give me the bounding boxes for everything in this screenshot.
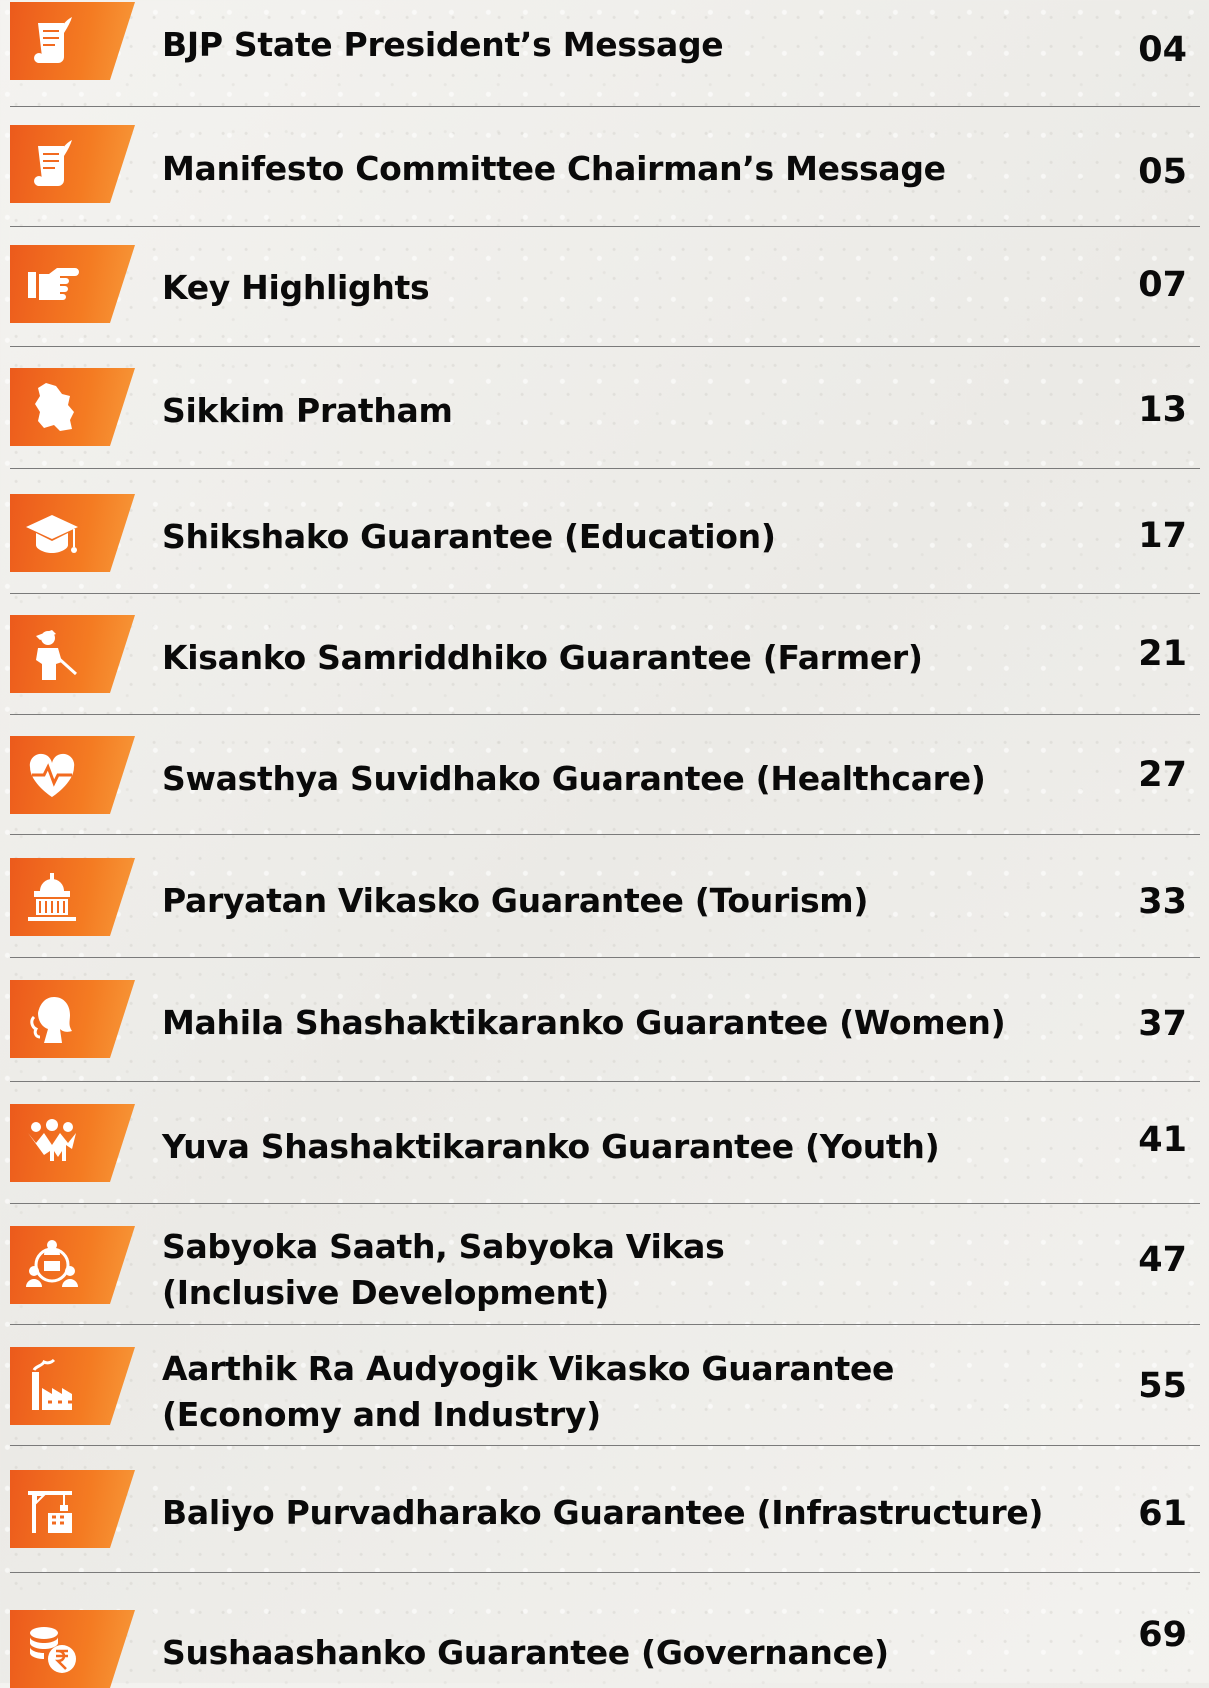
toc-divider: [10, 714, 1200, 715]
toc-entry-tab: [10, 736, 135, 814]
youth-group-icon: [24, 1115, 80, 1171]
toc-entry-tab: [10, 980, 135, 1058]
rupee-coins-icon: [24, 1621, 80, 1677]
toc-entry-tab: [10, 368, 135, 446]
inclusive-community-icon: [24, 1237, 80, 1293]
toc-entry-page-number: 55: [1138, 1366, 1187, 1406]
toc-entry-title: BJP State President’s Message: [162, 25, 724, 64]
construction-crane-icon: [24, 1481, 80, 1537]
toc-entry-title: Sabyoka Saath, Sabyoka Vikas (Inclusive Development): [162, 1227, 725, 1312]
toc-entry-tab: [10, 125, 135, 203]
toc-entry-title: Sushaashanko Guarantee (Governance): [162, 1633, 889, 1672]
toc-entry-page-number: 04: [1138, 30, 1187, 70]
toc-entry-tab: [10, 1610, 135, 1688]
toc-entry-page-number: 05: [1138, 152, 1187, 192]
monument-icon: [24, 869, 80, 925]
toc-entry-title: Aarthik Ra Audyogik Vikasko Guarantee (Economy and Industry): [162, 1349, 895, 1434]
toc-divider: [10, 468, 1200, 469]
toc-divider: [10, 226, 1200, 227]
toc-entry-tab: [10, 615, 135, 693]
pointing-hand-icon: [24, 256, 80, 312]
toc-divider: [10, 1445, 1200, 1446]
toc-entry-page-number: 27: [1138, 755, 1187, 795]
heart-pulse-icon: [24, 747, 80, 803]
toc-entry-page-number: 33: [1138, 882, 1187, 922]
toc-entry-tab: [10, 858, 135, 936]
toc-divider: [10, 834, 1200, 835]
toc-entry-page-number: 69: [1138, 1615, 1187, 1655]
scroll-quill-icon: [24, 13, 80, 69]
toc-entry-title: Baliyo Purvadharako Guarantee (Infrastructure): [162, 1493, 1044, 1532]
sikkim-map-icon: [24, 379, 80, 435]
toc-entry-tab: [10, 245, 135, 323]
toc-entry-tab: [10, 1347, 135, 1425]
scroll-quill-icon: [24, 136, 80, 192]
toc-divider: [10, 957, 1200, 958]
toc-entry-page-number: 61: [1138, 1494, 1187, 1534]
graduation-cap-icon: [24, 505, 80, 561]
toc-divider: [10, 593, 1200, 594]
toc-divider: [10, 1324, 1200, 1325]
toc-entry-tab: [10, 2, 135, 80]
toc-entry-page-number: 37: [1138, 1004, 1187, 1044]
toc-entry-title: Key Highlights: [162, 268, 430, 307]
toc-entry-page-number: 21: [1138, 634, 1187, 674]
toc-entry-title: Manifesto Committee Chairman’s Message: [162, 149, 946, 188]
toc-entry-page-number: 07: [1138, 265, 1187, 305]
toc-entry-page-number: 47: [1138, 1240, 1187, 1280]
toc-divider: [10, 106, 1200, 107]
toc-entry-title: Paryatan Vikasko Guarantee (Tourism): [162, 881, 869, 920]
toc-entry-page-number: 41: [1138, 1120, 1187, 1160]
factory-icon: [24, 1358, 80, 1414]
toc-divider: [10, 346, 1200, 347]
toc-entry-title: Kisanko Samriddhiko Guarantee (Farmer): [162, 638, 923, 677]
toc-divider: [10, 1081, 1200, 1082]
toc-entry-title: Swasthya Suvidhako Guarantee (Healthcare): [162, 759, 986, 798]
toc-entry-tab: [10, 494, 135, 572]
toc-entry-page-number: 13: [1138, 390, 1187, 430]
toc-entry-tab: [10, 1470, 135, 1548]
toc-divider: [10, 1572, 1200, 1573]
toc-entry-title: Shikshako Guarantee (Education): [162, 517, 776, 556]
toc-entry-title: Sikkim Pratham: [162, 391, 453, 430]
toc-entry-tab: [10, 1226, 135, 1304]
toc-entry-page-number: 17: [1138, 516, 1187, 556]
toc-entry-tab: [10, 1104, 135, 1182]
toc-entry-title: Yuva Shashaktikaranko Guarantee (Youth): [162, 1127, 940, 1166]
farmer-icon: [24, 626, 80, 682]
toc-divider: [10, 1203, 1200, 1204]
woman-profile-icon: [24, 991, 80, 1047]
toc-entry-title: Mahila Shashaktikaranko Guarantee (Women): [162, 1003, 1006, 1042]
